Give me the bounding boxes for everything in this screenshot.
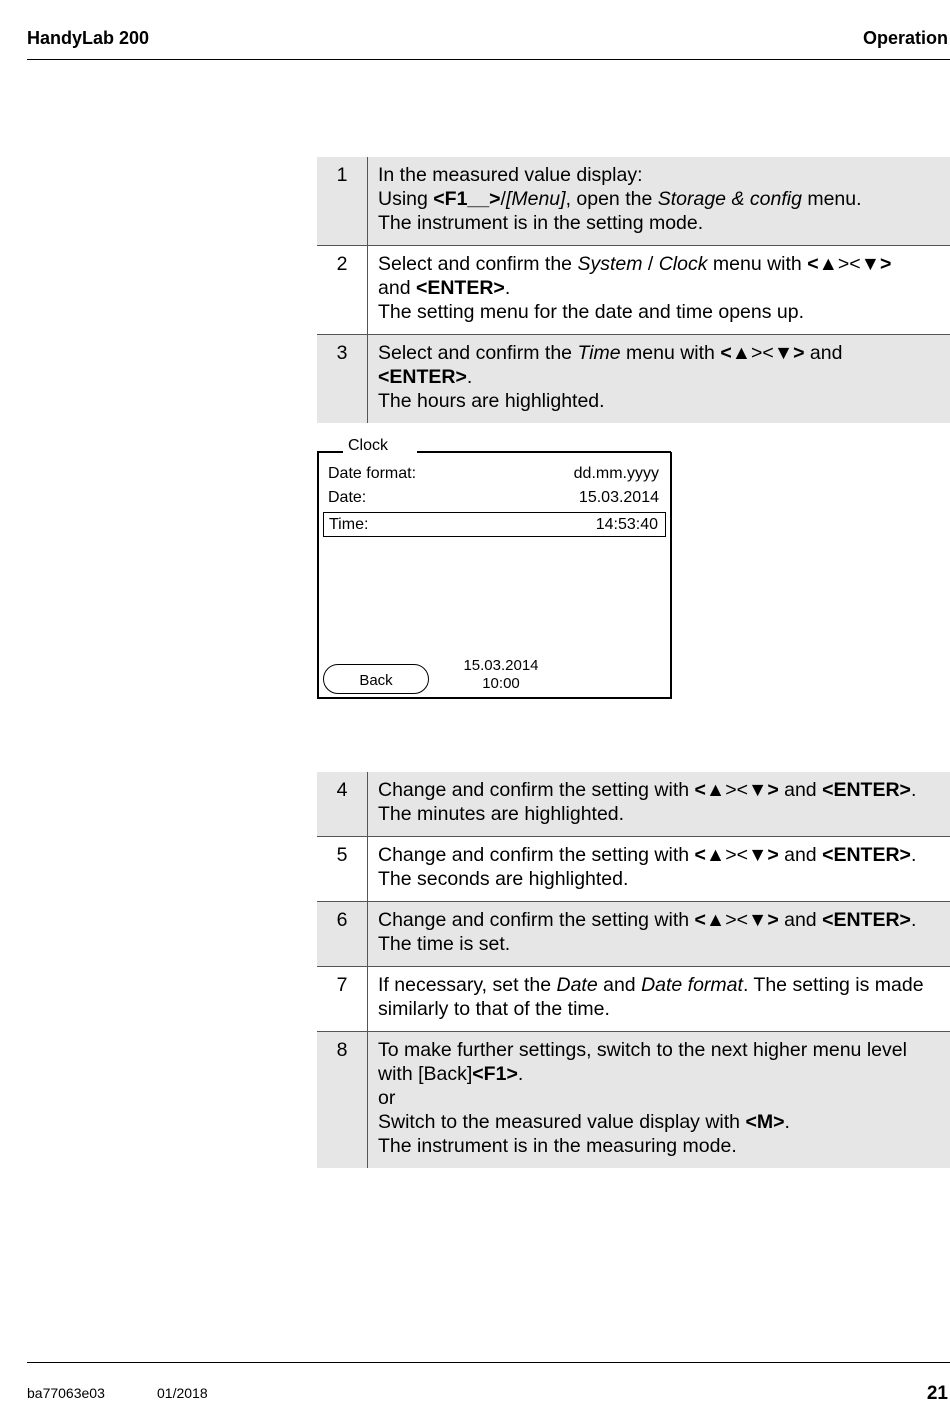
step-number: 7 — [317, 967, 368, 1032]
date-label: Date: — [328, 489, 367, 506]
down-arrow-icon: ▼ — [773, 342, 794, 364]
text-run: and — [804, 342, 843, 364]
text-run: Date format — [641, 974, 743, 996]
step-line — [378, 908, 946, 932]
text-run: The setting menu for the date and time opens up. — [378, 301, 805, 323]
text-run: If necessary, set the — [378, 974, 557, 996]
text-run: Storage & config — [657, 188, 802, 210]
step-text — [368, 902, 950, 967]
step-line — [378, 843, 946, 867]
text-run: Switch to the measured value display with — [378, 1111, 746, 1133]
clock-screen-title: Clock — [348, 437, 389, 454]
step-line — [378, 1062, 946, 1086]
down-arrow-icon: ▼ — [748, 779, 768, 801]
footer-rule — [27, 1362, 950, 1363]
step-text — [368, 246, 950, 335]
text-run: Change and confirm the setting with — [378, 844, 695, 866]
text-run: and — [778, 909, 823, 931]
step-line — [378, 867, 946, 891]
text-run: <F1__> — [433, 188, 501, 210]
text-run: Time — [577, 342, 621, 364]
text-run: The minutes are highlighted. — [378, 803, 625, 825]
step-line — [378, 1110, 946, 1134]
text-run: < — [694, 779, 706, 801]
time-label: Time: — [329, 516, 369, 533]
text-run: <M> — [745, 1111, 785, 1133]
text-run: In the measured value display: — [378, 164, 643, 186]
step-number: 5 — [317, 837, 368, 902]
text-run: >< — [725, 909, 748, 931]
text-run: . — [910, 779, 917, 801]
text-run: . The setting is made — [742, 974, 924, 996]
text-run: . — [784, 1111, 790, 1133]
step-number: 8 — [317, 1032, 368, 1169]
text-run: . — [504, 277, 511, 299]
text-run: . — [466, 366, 473, 388]
text-run: < — [694, 909, 706, 931]
text-run: and — [378, 277, 416, 299]
step-row — [317, 157, 950, 246]
text-run: , open the — [565, 188, 658, 210]
text-run: >< — [837, 253, 861, 275]
up-arrow-icon: ▲ — [705, 909, 726, 931]
text-run: > — [767, 909, 779, 931]
text-run: menu with — [620, 342, 721, 364]
text-run: <ENTER> — [378, 366, 467, 388]
text-run: > — [767, 779, 779, 801]
step-line — [378, 389, 946, 413]
text-run: The time is set. — [378, 933, 511, 955]
step-text — [368, 967, 950, 1032]
text-run: and — [778, 779, 823, 801]
steps-table-1 — [317, 157, 950, 423]
running-header-product: HandyLab 200 — [27, 28, 150, 48]
text-run: . — [517, 1063, 524, 1085]
up-arrow-icon: ▲ — [705, 844, 726, 866]
date-value: 15.03.2014 — [578, 489, 659, 506]
back-button[interactable]: Back — [323, 664, 429, 694]
text-run: <ENTER> — [822, 779, 911, 801]
step-row — [317, 902, 950, 967]
step-line — [378, 1086, 946, 1110]
step-line — [378, 997, 946, 1021]
step-line — [378, 276, 946, 300]
step-number: 6 — [317, 902, 368, 967]
time-value: 14:53:40 — [595, 516, 658, 533]
text-run: / — [642, 253, 659, 275]
step-row — [317, 246, 950, 335]
status-datetime — [459, 657, 543, 693]
text-run: [Menu] — [505, 188, 566, 210]
step-row — [317, 837, 950, 902]
date-format-label: Date format: — [328, 465, 417, 482]
text-run: > — [793, 342, 805, 364]
step-text — [368, 335, 950, 424]
down-arrow-icon: ▼ — [748, 909, 768, 931]
text-run: with [Back] — [378, 1063, 473, 1085]
text-run: The seconds are highlighted. — [378, 868, 629, 890]
step-text — [368, 157, 950, 246]
text-run: To make further settings, switch to the next higher menu level — [378, 1039, 907, 1061]
text-run: <ENTER> — [415, 277, 505, 299]
step-line — [378, 1038, 946, 1062]
step-line — [378, 187, 946, 211]
steps-table-2 — [317, 772, 950, 1168]
step-line — [378, 802, 946, 826]
up-arrow-icon: ▲ — [705, 779, 726, 801]
step-text — [368, 1032, 950, 1169]
text-run: The instrument is in the measuring mode. — [378, 1135, 737, 1157]
step-number: 3 — [317, 335, 368, 424]
text-run: similarly to that of the time. — [378, 998, 610, 1020]
text-run: < — [694, 844, 706, 866]
step-text — [368, 837, 950, 902]
text-run: >< — [751, 342, 774, 364]
text-run: . — [910, 909, 917, 931]
step-number: 4 — [317, 772, 368, 837]
text-run: and — [778, 844, 823, 866]
date-row[interactable] — [323, 486, 666, 509]
text-run: >< — [725, 844, 748, 866]
text-run: Change and confirm the setting with — [378, 779, 695, 801]
running-header-section: Operation — [862, 28, 948, 48]
step-row — [317, 335, 950, 424]
text-run: / — [500, 188, 506, 210]
text-run: < — [807, 253, 819, 275]
status-date: 15.03.2014 — [463, 657, 539, 674]
text-run: > — [767, 844, 779, 866]
up-arrow-icon: ▲ — [818, 253, 838, 275]
step-line — [378, 365, 946, 389]
step-line — [378, 300, 946, 324]
text-run: Change and confirm the setting with — [378, 909, 695, 931]
text-run: >< — [725, 779, 748, 801]
step-row — [317, 772, 950, 837]
step-line — [378, 341, 946, 365]
step-line — [378, 211, 946, 235]
text-run: Select and confirm the — [378, 253, 578, 275]
footer-doc-id: ba77063e03 — [27, 1385, 105, 1401]
down-arrow-icon: ▼ — [860, 253, 880, 275]
text-run: Using — [378, 188, 434, 210]
text-run: and — [597, 974, 642, 996]
text-run: <F1> — [472, 1063, 518, 1085]
step-number: 1 — [317, 157, 368, 246]
text-run: > — [880, 253, 892, 275]
status-time: 10:00 — [482, 675, 520, 692]
footer-date: 01/2018 — [157, 1385, 208, 1401]
text-run: <ENTER> — [822, 909, 911, 931]
text-run: menu with — [707, 253, 808, 275]
step-row — [317, 1032, 950, 1169]
step-text — [368, 772, 950, 837]
page-number: 21 — [926, 1383, 948, 1404]
date-format-value: dd.mm.yyyy — [573, 465, 659, 482]
text-run: . — [910, 844, 917, 866]
step-number: 2 — [317, 246, 368, 335]
text-run: <ENTER> — [822, 844, 911, 866]
clock-screen — [317, 452, 672, 699]
step-line — [378, 973, 946, 997]
text-run: or — [378, 1087, 396, 1109]
steps-body-1 — [317, 157, 950, 423]
text-run: Select and confirm the — [378, 342, 578, 364]
step-line — [378, 778, 946, 802]
steps-body-2 — [317, 772, 950, 1168]
text-run: The hours are highlighted. — [378, 390, 605, 412]
up-arrow-icon: ▲ — [731, 342, 752, 364]
down-arrow-icon: ▼ — [748, 844, 768, 866]
text-run: < — [720, 342, 732, 364]
text-run: Clock — [658, 253, 708, 275]
step-line — [378, 163, 946, 187]
text-run: The instrument is in the setting mode. — [378, 212, 704, 234]
text-run: System — [577, 253, 643, 275]
step-row — [317, 967, 950, 1032]
time-row-selected[interactable] — [323, 512, 666, 537]
date-format-row[interactable] — [323, 462, 666, 485]
header-rule — [27, 59, 950, 60]
step-line — [378, 252, 946, 276]
text-run: Date — [556, 974, 598, 996]
text-run: menu. — [801, 188, 862, 210]
step-line — [378, 932, 946, 956]
step-line — [378, 1134, 946, 1158]
